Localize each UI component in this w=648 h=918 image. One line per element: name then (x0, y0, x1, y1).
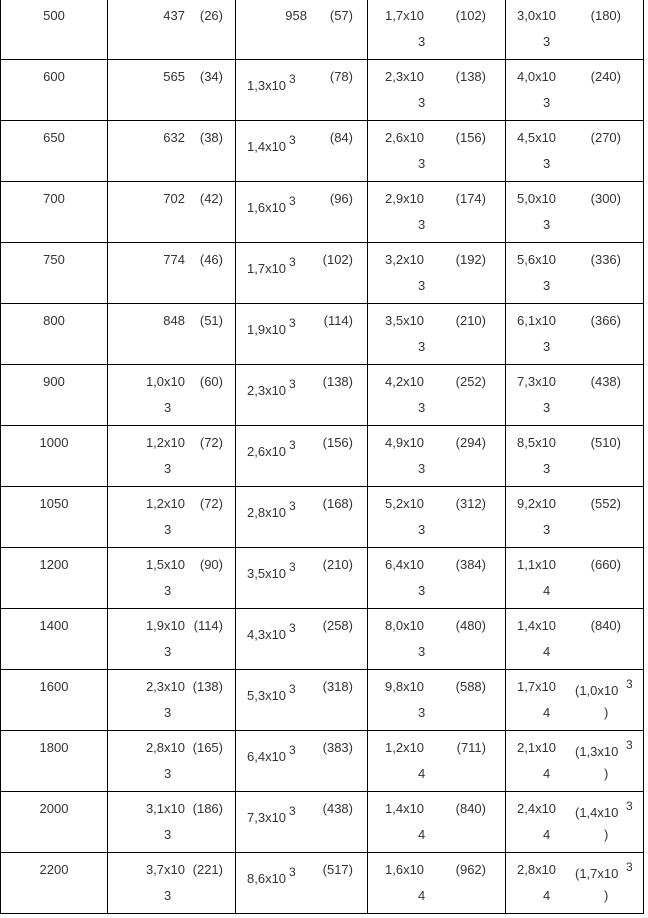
mantissa: 958 (285, 8, 307, 23)
exponent: 3 (543, 339, 551, 354)
value-cell (368, 853, 506, 914)
exponent: 3 (289, 194, 296, 208)
table-row (1, 731, 644, 792)
paren-value: (366) (590, 313, 621, 328)
mantissa: 8,0x10 (385, 618, 425, 633)
value-cell (108, 792, 236, 853)
paren-exponent: 3 (626, 677, 633, 691)
exponent: 3 (289, 316, 296, 330)
paren-value: (312) (455, 496, 486, 511)
exponent: 3 (418, 34, 426, 49)
temperature-value: 1050 (39, 496, 69, 511)
exponent: 4 (543, 827, 551, 842)
mantissa: 1,7x10 (385, 8, 425, 23)
value-cell (506, 426, 644, 487)
exponent: 3 (418, 583, 426, 598)
exponent: 3 (164, 400, 172, 415)
mantissa: 1,9x10 (247, 322, 287, 337)
value-cell (368, 609, 506, 670)
mantissa: 1,4x10 (385, 801, 425, 816)
value-cell (368, 426, 506, 487)
mantissa: 1,7x10 (517, 679, 557, 694)
value-cell (506, 121, 644, 182)
paren-value: (102) (455, 8, 486, 23)
mantissa: 848 (163, 313, 185, 328)
value-cell (108, 426, 236, 487)
temperature-value: 1600 (39, 679, 69, 694)
value-cell (108, 121, 236, 182)
temperature-value: 1800 (39, 740, 69, 755)
exponent: 3 (164, 827, 172, 842)
value-cell (236, 365, 368, 426)
paren-value: (336) (590, 252, 621, 267)
temperature-cell (1, 792, 108, 853)
paren-value: (90) (199, 557, 223, 572)
value-cell (108, 487, 236, 548)
value-cell (236, 548, 368, 609)
temperature-cell (1, 487, 108, 548)
mantissa: 3,1x10 (145, 801, 185, 816)
mantissa: 1,1x10 (517, 557, 557, 572)
paren-value: (34) (199, 69, 223, 84)
exponent: 3 (289, 682, 296, 696)
exponent: 3 (289, 133, 296, 147)
mantissa: 8,6x10 (247, 871, 287, 886)
mantissa: 8,5x10 (517, 435, 557, 450)
paren-value: (840) (455, 801, 486, 816)
exponent: 3 (418, 95, 426, 110)
paren-value: (96) (329, 191, 353, 206)
temperature-value: 1400 (39, 618, 69, 633)
value-cell (368, 365, 506, 426)
exponent: 3 (164, 705, 172, 720)
table-row (1, 365, 644, 426)
table-row (1, 426, 644, 487)
paren-value: (186) (192, 801, 223, 816)
value-cell (108, 670, 236, 731)
mantissa: 774 (163, 252, 185, 267)
paren-value: (318) (322, 679, 353, 694)
value-cell (368, 182, 506, 243)
paren-value: (46) (199, 252, 223, 267)
paren-value: (38) (199, 130, 223, 145)
value-cell (506, 0, 644, 60)
temperature-value: 900 (43, 374, 65, 389)
exponent: 4 (543, 705, 551, 720)
exponent: 4 (543, 766, 551, 781)
value-cell (506, 670, 644, 731)
paren-value: (270) (590, 130, 621, 145)
value-cell (506, 365, 644, 426)
mantissa: 6,4x10 (385, 557, 425, 572)
mantissa: 1,6x10 (385, 862, 425, 877)
paren-value: (300) (590, 191, 621, 206)
exponent: 3 (289, 743, 296, 757)
temperature-cell (1, 60, 108, 121)
mantissa: 6,4x10 (247, 749, 287, 764)
mantissa: 2,9x10 (385, 191, 425, 206)
exponent: 3 (289, 72, 296, 86)
value-cell (236, 182, 368, 243)
paren-value: (840) (590, 618, 621, 633)
exponent: 3 (418, 278, 426, 293)
exponent: 3 (289, 499, 296, 513)
temperature-cell (1, 243, 108, 304)
exponent: 3 (418, 156, 426, 171)
paren-value: (221) (192, 862, 223, 877)
paren-value: (660) (590, 557, 621, 572)
value-cell (368, 60, 506, 121)
table-row (1, 182, 644, 243)
paren-value: (711) (456, 740, 486, 755)
mantissa: 3,5x10 (385, 313, 425, 328)
paren-value: (1,4x10 (575, 805, 619, 820)
temperature-value: 500 (43, 8, 65, 23)
value-cell (236, 670, 368, 731)
value-cell (506, 792, 644, 853)
mantissa: 1,4x10 (247, 139, 287, 154)
mantissa: 2,6x10 (385, 130, 425, 145)
value-cell (368, 670, 506, 731)
table-row (1, 792, 644, 853)
temperature-value: 2000 (39, 801, 69, 816)
value-cell (108, 853, 236, 914)
temperature-cell (1, 0, 108, 60)
exponent: 3 (418, 644, 426, 659)
value-cell (368, 0, 506, 60)
paren-value: (114) (193, 618, 223, 633)
table-body (1, 0, 644, 914)
value-cell (108, 0, 236, 60)
value-cell (368, 792, 506, 853)
mantissa: 4,5x10 (517, 130, 557, 145)
paren-value: (156) (322, 435, 353, 450)
temperature-value: 750 (43, 252, 65, 267)
mantissa: 632 (163, 130, 185, 145)
temperature-cell (1, 670, 108, 731)
mantissa: 4,3x10 (247, 627, 287, 642)
exponent: 3 (543, 217, 551, 232)
mantissa: 3,0x10 (517, 8, 557, 23)
paren-value: (510) (590, 435, 621, 450)
paren-value: (72) (199, 435, 223, 450)
mantissa: 1,9x10 (145, 618, 185, 633)
paren-value: (1,7x10 (575, 866, 619, 881)
mantissa: 2,6x10 (247, 444, 287, 459)
exponent: 3 (543, 461, 551, 476)
paren-value: (84) (329, 130, 353, 145)
paren-value: (258) (322, 618, 353, 633)
table-row (1, 60, 644, 121)
temperature-cell (1, 365, 108, 426)
value-cell (236, 121, 368, 182)
exponent: 3 (164, 766, 172, 781)
table-row (1, 0, 644, 60)
value-cell (368, 548, 506, 609)
value-cell (108, 182, 236, 243)
exponent: 3 (418, 705, 426, 720)
paren-close: ) (604, 827, 609, 842)
value-cell (506, 304, 644, 365)
value-cell (236, 792, 368, 853)
value-cell (108, 609, 236, 670)
mantissa: 5,6x10 (517, 252, 557, 267)
value-cell (368, 121, 506, 182)
exponent: 3 (164, 888, 172, 903)
temperature-cell (1, 182, 108, 243)
value-cell (236, 304, 368, 365)
value-cell (108, 243, 236, 304)
mantissa: 2,3x10 (385, 69, 425, 84)
value-cell (506, 487, 644, 548)
value-cell (236, 609, 368, 670)
mantissa: 1,7x10 (247, 261, 287, 276)
temperature-value: 600 (43, 69, 65, 84)
paren-value: (114) (323, 313, 353, 328)
paren-value: (42) (199, 191, 223, 206)
mantissa: 3,5x10 (247, 566, 287, 581)
table-row (1, 243, 644, 304)
paren-value: (962) (455, 862, 486, 877)
temperature-value: 700 (43, 191, 65, 206)
exponent: 3 (289, 865, 296, 879)
paren-close: ) (604, 705, 609, 720)
paren-value: (26) (199, 8, 223, 23)
value-cell (368, 243, 506, 304)
exponent: 3 (543, 95, 551, 110)
paren-close: ) (604, 888, 609, 903)
paren-value: (240) (590, 69, 621, 84)
value-cell (236, 426, 368, 487)
paren-value: (588) (455, 679, 486, 694)
mantissa: 3,7x10 (145, 862, 185, 877)
mantissa: 2,3x10 (247, 383, 287, 398)
mantissa: 2,3x10 (145, 679, 185, 694)
exponent: 3 (164, 583, 172, 598)
mantissa: 702 (163, 191, 185, 206)
temperature-cell (1, 731, 108, 792)
exponent: 3 (418, 461, 426, 476)
paren-value: (51) (199, 313, 223, 328)
mantissa: 5,2x10 (385, 496, 425, 511)
temperature-value: 1000 (39, 435, 69, 450)
value-cell (236, 0, 368, 60)
temperature-cell (1, 609, 108, 670)
paren-value: (438) (590, 374, 621, 389)
paren-value: (438) (322, 801, 353, 816)
exponent: 3 (543, 278, 551, 293)
exponent: 3 (164, 644, 172, 659)
table-row (1, 853, 644, 914)
temperature-cell (1, 853, 108, 914)
paren-value: (78) (329, 69, 353, 84)
mantissa: 437 (163, 8, 185, 23)
value-cell (108, 60, 236, 121)
value-cell (236, 487, 368, 548)
value-cell (506, 243, 644, 304)
paren-value: (174) (455, 191, 486, 206)
exponent: 3 (543, 34, 551, 49)
mantissa: 2,8x10 (247, 505, 287, 520)
exponent: 3 (289, 621, 296, 635)
paren-value: (57) (329, 8, 353, 23)
paren-value: (180) (590, 8, 621, 23)
mantissa: 2,8x10 (145, 740, 185, 755)
table-row (1, 548, 644, 609)
exponent: 3 (289, 255, 296, 269)
value-cell (506, 731, 644, 792)
table-row (1, 609, 644, 670)
temperature-value: 1200 (39, 557, 69, 572)
mantissa: 2,8x10 (517, 862, 557, 877)
paren-value: (384) (455, 557, 486, 572)
paren-value: (294) (455, 435, 486, 450)
mantissa: 1,3x10 (247, 78, 287, 93)
paren-value: (383) (322, 740, 353, 755)
mantissa: 9,8x10 (385, 679, 425, 694)
value-cell (108, 365, 236, 426)
exponent: 4 (418, 827, 426, 842)
table-row (1, 304, 644, 365)
mantissa: 1,5x10 (145, 557, 185, 572)
mantissa: 1,6x10 (247, 200, 287, 215)
value-cell (506, 60, 644, 121)
value-cell (236, 60, 368, 121)
value-cell (368, 731, 506, 792)
value-cell (506, 182, 644, 243)
value-cell (506, 853, 644, 914)
temperature-value: 650 (43, 130, 65, 145)
value-cell (506, 609, 644, 670)
exponent: 3 (289, 804, 296, 818)
value-cell (108, 304, 236, 365)
mantissa: 2,4x10 (517, 801, 557, 816)
value-cell (236, 731, 368, 792)
mantissa: 7,3x10 (517, 374, 557, 389)
value-cell (506, 548, 644, 609)
exponent: 3 (289, 438, 296, 452)
temperature-cell (1, 548, 108, 609)
mantissa: 7,3x10 (247, 810, 287, 825)
paren-value: (552) (590, 496, 621, 511)
paren-value: (138) (192, 679, 223, 694)
exponent: 4 (543, 888, 551, 903)
exponent: 4 (543, 644, 551, 659)
exponent: 3 (164, 522, 172, 537)
paren-value: (192) (455, 252, 486, 267)
exponent: 4 (543, 583, 551, 598)
exponent: 4 (418, 888, 426, 903)
paren-value: (102) (322, 252, 353, 267)
temperature-value: 800 (43, 313, 65, 328)
value-cell (108, 548, 236, 609)
paren-exponent: 3 (626, 799, 633, 813)
exponent: 3 (418, 400, 426, 415)
exponent: 3 (543, 400, 551, 415)
temperature-value: 2200 (39, 862, 69, 877)
value-cell (368, 487, 506, 548)
mantissa: 1,4x10 (517, 618, 557, 633)
value-cell (108, 731, 236, 792)
mantissa: 1,2x10 (145, 435, 185, 450)
exponent: 3 (418, 217, 426, 232)
exponent: 3 (418, 522, 426, 537)
exponent: 3 (289, 377, 296, 391)
paren-value: (138) (455, 69, 486, 84)
mantissa: 1,2x10 (385, 740, 425, 755)
mantissa: 4,2x10 (385, 374, 425, 389)
paren-value: (72) (199, 496, 223, 511)
value-cell (368, 304, 506, 365)
exponent: 4 (418, 766, 426, 781)
table-row (1, 670, 644, 731)
mantissa: 6,1x10 (517, 313, 557, 328)
mantissa: 9,2x10 (517, 496, 557, 511)
table-row (1, 121, 644, 182)
exponent: 3 (543, 522, 551, 537)
mantissa: 4,9x10 (385, 435, 425, 450)
mantissa: 2,1x10 (517, 740, 557, 755)
mantissa: 5,0x10 (517, 191, 557, 206)
table-row (1, 487, 644, 548)
mantissa: 3,2x10 (385, 252, 425, 267)
paren-value: (60) (199, 374, 223, 389)
mantissa: 5,3x10 (247, 688, 287, 703)
value-cell (236, 853, 368, 914)
paren-exponent: 3 (626, 860, 633, 874)
paren-value: (210) (455, 313, 486, 328)
exponent: 3 (418, 339, 426, 354)
temperature-cell (1, 426, 108, 487)
paren-value: (168) (322, 496, 353, 511)
temperature-cell (1, 304, 108, 365)
paren-value: (480) (455, 618, 486, 633)
value-cell (236, 243, 368, 304)
paren-value: (517) (322, 862, 353, 877)
mantissa: 1,2x10 (145, 496, 185, 511)
paren-exponent: 3 (626, 738, 633, 752)
mantissa: 4,0x10 (517, 69, 557, 84)
mantissa: 1,0x10 (145, 374, 185, 389)
paren-value: (1,3x10 (575, 744, 619, 759)
paren-value: (156) (455, 130, 486, 145)
paren-close: ) (604, 766, 609, 781)
exponent: 3 (543, 156, 551, 171)
exponent: 3 (289, 560, 296, 574)
temperature-cell (1, 121, 108, 182)
paren-value: (165) (192, 740, 223, 755)
mantissa: 565 (163, 69, 185, 84)
exponent: 3 (164, 461, 172, 476)
paren-value: (252) (455, 374, 486, 389)
paren-value: (1,0x10 (575, 683, 619, 698)
paren-value: (138) (322, 374, 353, 389)
paren-value: (210) (322, 557, 353, 572)
